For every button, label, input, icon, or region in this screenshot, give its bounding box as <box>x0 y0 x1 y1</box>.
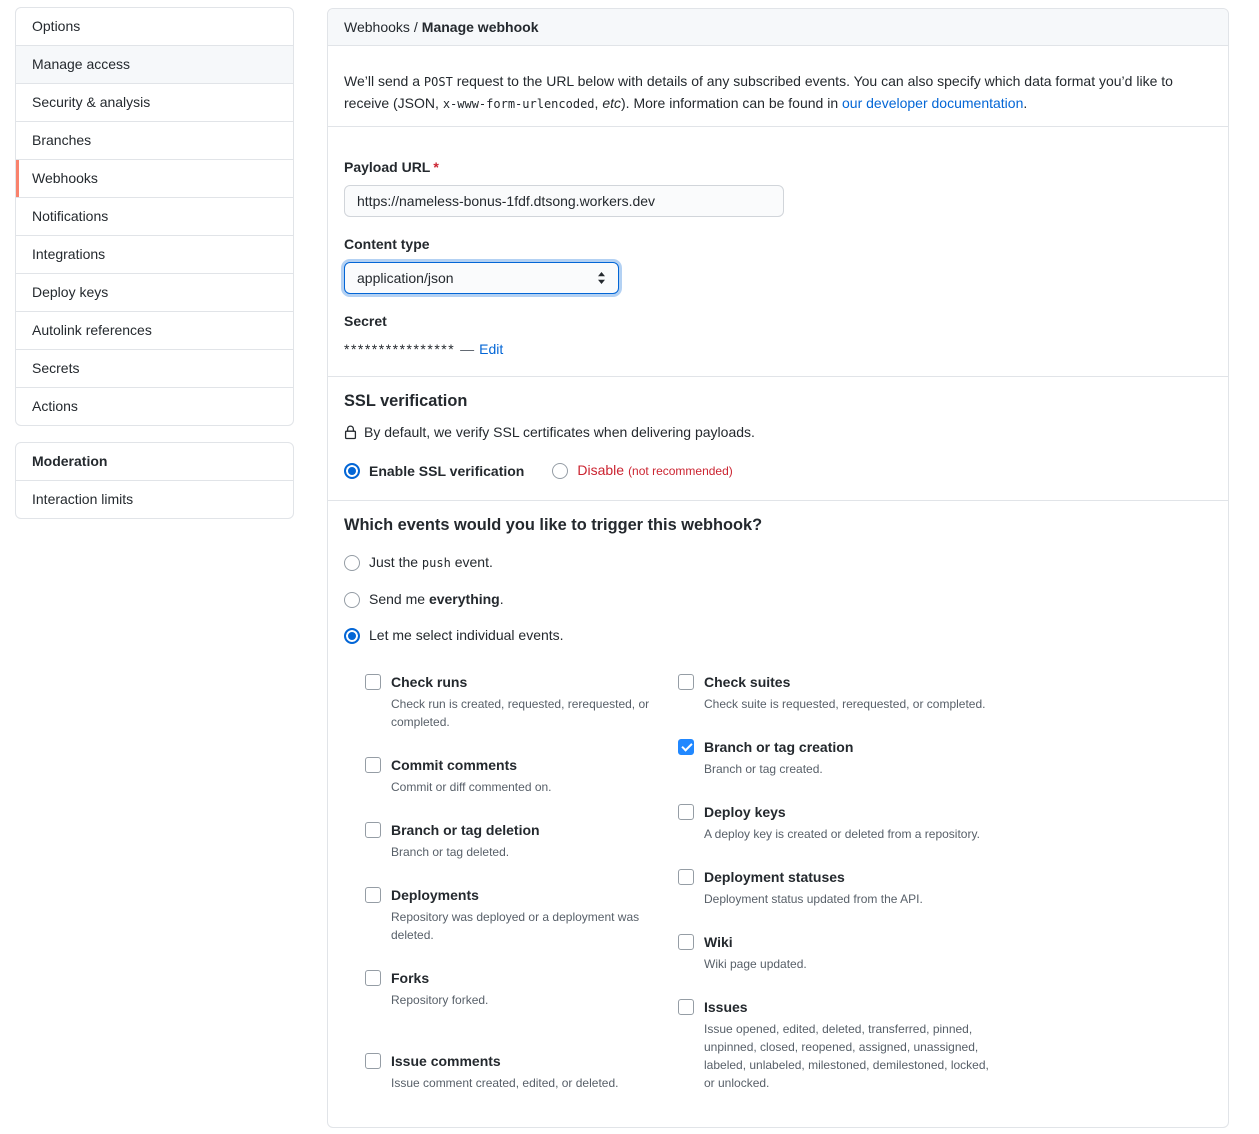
events-checkbox-grid <box>365 672 1212 1116</box>
code-urlencoded: x-www-form-urlencoded <box>442 97 595 111</box>
checkbox-icon[interactable] <box>365 674 381 690</box>
event-item-issue-comments[interactable] <box>365 1051 678 1092</box>
event-desc: Check suite is requested, rerequested, or completed. <box>704 697 986 711</box>
event-label: Deploy keys <box>704 804 786 820</box>
disable-ssl-radio[interactable] <box>552 460 732 482</box>
payload-url-input[interactable] <box>344 185 784 217</box>
event-desc: Repository forked. <box>391 993 489 1007</box>
settings-sidebar <box>15 7 294 519</box>
code-push: push <box>421 556 451 570</box>
select-stepper-icon <box>597 271 606 285</box>
payload-url-label: Payload URL * <box>344 159 439 175</box>
required-asterisk: * <box>433 159 439 175</box>
event-item-issues[interactable] <box>678 997 991 1092</box>
checkbox-icon[interactable] <box>365 970 381 986</box>
sidebar-item-options[interactable]: Options <box>32 18 81 34</box>
sidebar-item-manage-access[interactable]: Manage access <box>16 45 293 83</box>
secret-separator: — <box>460 341 475 357</box>
event-desc: Check run is created, requested, rerequested, or completed. <box>391 697 650 729</box>
checkbox-icon[interactable] <box>678 674 694 690</box>
disable-ssl-label: Disable <box>577 462 625 478</box>
events-section-heading: Which events would you like to trigger this webhook? <box>344 516 763 534</box>
breadcrumb-separator: / <box>413 19 418 35</box>
enable-ssl-radio[interactable] <box>344 461 524 482</box>
checkbox-icon[interactable] <box>678 999 694 1015</box>
event-desc: Commit or diff commented on. <box>391 780 552 794</box>
event-item-forks[interactable] <box>365 968 678 1009</box>
checkbox-icon[interactable] <box>365 757 381 773</box>
events-section <box>328 500 1228 1134</box>
event-item-deployments[interactable] <box>365 885 678 944</box>
event-label: Deployment statuses <box>704 869 845 885</box>
event-desc: Repository was deployed or a deployment was deleted. <box>391 910 640 942</box>
ssl-note <box>344 422 1212 443</box>
event-label: Check suites <box>704 674 791 690</box>
secret-row <box>344 339 1212 360</box>
event-item-deploy-keys[interactable] <box>678 802 991 843</box>
secret-label: Secret <box>344 313 387 329</box>
secret-masked-value: **************** <box>344 341 456 357</box>
event-desc: Deployment status updated from the API. <box>704 892 923 906</box>
checkbox-icon[interactable] <box>365 1053 381 1069</box>
event-label: Issue comments <box>391 1053 501 1069</box>
content-type-selected-value: application/json <box>357 270 454 286</box>
event-desc: Issue opened, edited, deleted, transferred, pinned, unpinned, closed, reopened, assigned, unassigned, labeled, unlabeled, milestoned, demilestoned, locked, or unlocked. <box>704 1022 989 1090</box>
event-label: Branch or tag deletion <box>391 822 540 838</box>
checkbox-icon[interactable] <box>365 822 381 838</box>
sidebar-item-interaction-limits[interactable]: Interaction limits <box>16 480 293 518</box>
event-desc: Branch or tag created. <box>704 762 823 776</box>
event-trigger-options <box>344 552 1212 646</box>
checkbox-icon[interactable] <box>678 934 694 950</box>
ssl-verification-section <box>328 376 1228 500</box>
event-desc: Wiki page updated. <box>704 957 807 971</box>
event-item-check-runs[interactable] <box>365 672 678 731</box>
event-label: Wiki <box>704 934 733 950</box>
sidebar-item-webhooks[interactable]: Webhooks <box>16 159 293 197</box>
event-label: Commit comments <box>391 757 518 773</box>
event-item-branch-or-tag-creation[interactable] <box>678 737 991 778</box>
moderation-nav-header: Moderation <box>32 453 108 469</box>
checkbox-icon[interactable] <box>678 869 694 885</box>
checkbox-icon[interactable] <box>678 739 694 755</box>
event-desc: Issue comment created, edited, or deleted. <box>391 1076 619 1090</box>
event-label: Branch or tag creation <box>704 739 854 755</box>
event-desc: A deploy key is created or deleted from a repository. <box>704 827 980 841</box>
page-title: Manage webhook <box>421 19 539 35</box>
sidebar-item-branches[interactable]: Branches <box>16 121 293 159</box>
breadcrumb <box>328 9 1228 46</box>
sidebar-item-notifications[interactable]: Notifications <box>16 197 293 235</box>
radio-icon[interactable] <box>344 592 360 608</box>
checkbox-icon[interactable] <box>365 887 381 903</box>
sidebar-item-autolink-references[interactable]: Autolink references <box>16 311 293 349</box>
ssl-section-heading: SSL verification <box>344 392 468 410</box>
content-type-select[interactable] <box>344 262 619 294</box>
radio-icon[interactable] <box>344 555 360 571</box>
event-item-check-suites[interactable] <box>678 672 991 713</box>
webhook-form <box>328 141 1228 376</box>
radio-icon[interactable] <box>344 463 360 479</box>
radio-icon[interactable] <box>552 463 568 479</box>
sidebar-item-secrets[interactable]: Secrets <box>16 349 293 387</box>
events-column-left <box>365 672 678 1116</box>
ssl-note-text: By default, we verify SSL certificates when delivering payloads. <box>364 424 755 440</box>
sidebar-item-actions[interactable]: Actions <box>16 387 293 425</box>
sidebar-item-integrations[interactable]: Integrations <box>16 235 293 273</box>
radio-select-individual-events[interactable]: Let me select individual events. <box>344 625 1212 646</box>
content-type-label: Content type <box>344 236 430 252</box>
manage-webhook-panel <box>327 8 1229 1128</box>
secret-edit-link[interactable]: Edit <box>479 341 504 357</box>
lock-icon <box>344 425 357 440</box>
event-desc: Branch or tag deleted. <box>391 845 510 859</box>
event-item-deployment-statuses[interactable] <box>678 867 991 908</box>
radio-just-push-event[interactable]: Just the push event. <box>344 552 1212 574</box>
event-label: Deployments <box>391 887 479 903</box>
sidebar-item-deploy-keys[interactable]: Deploy keys <box>16 273 293 311</box>
event-label: Issues <box>704 999 748 1015</box>
event-label: Forks <box>391 970 430 986</box>
event-item-commit-comments[interactable] <box>365 755 678 796</box>
developer-documentation-link[interactable]: our developer documentation <box>842 95 1024 111</box>
webhook-intro-text: We’ll send a POST request to the URL below with details of any subscribed events. You can also specify which data format you’d like to receive (JSON, x-www-form-urlencoded, etc). More information can be found in our developer documentation. <box>328 60 1228 127</box>
sidebar-item-security-analysis[interactable]: Security & analysis <box>16 83 293 121</box>
code-post: POST <box>423 75 453 89</box>
events-column-right <box>678 672 991 1116</box>
radio-icon[interactable] <box>344 628 360 644</box>
radio-send-everything[interactable]: Send me everything. <box>344 589 1212 610</box>
settings-nav-group <box>15 7 294 426</box>
enable-ssl-label: Enable SSL verification <box>369 462 525 479</box>
checkbox-icon[interactable] <box>678 804 694 820</box>
disable-ssl-note: (not recommended) <box>628 464 733 478</box>
event-item-branch-or-tag-deletion[interactable] <box>365 820 678 861</box>
event-label: Check runs <box>391 674 468 690</box>
event-item-wiki[interactable] <box>678 932 991 973</box>
moderation-nav-group <box>15 442 294 519</box>
breadcrumb-webhooks-link[interactable]: Webhooks <box>344 19 410 35</box>
